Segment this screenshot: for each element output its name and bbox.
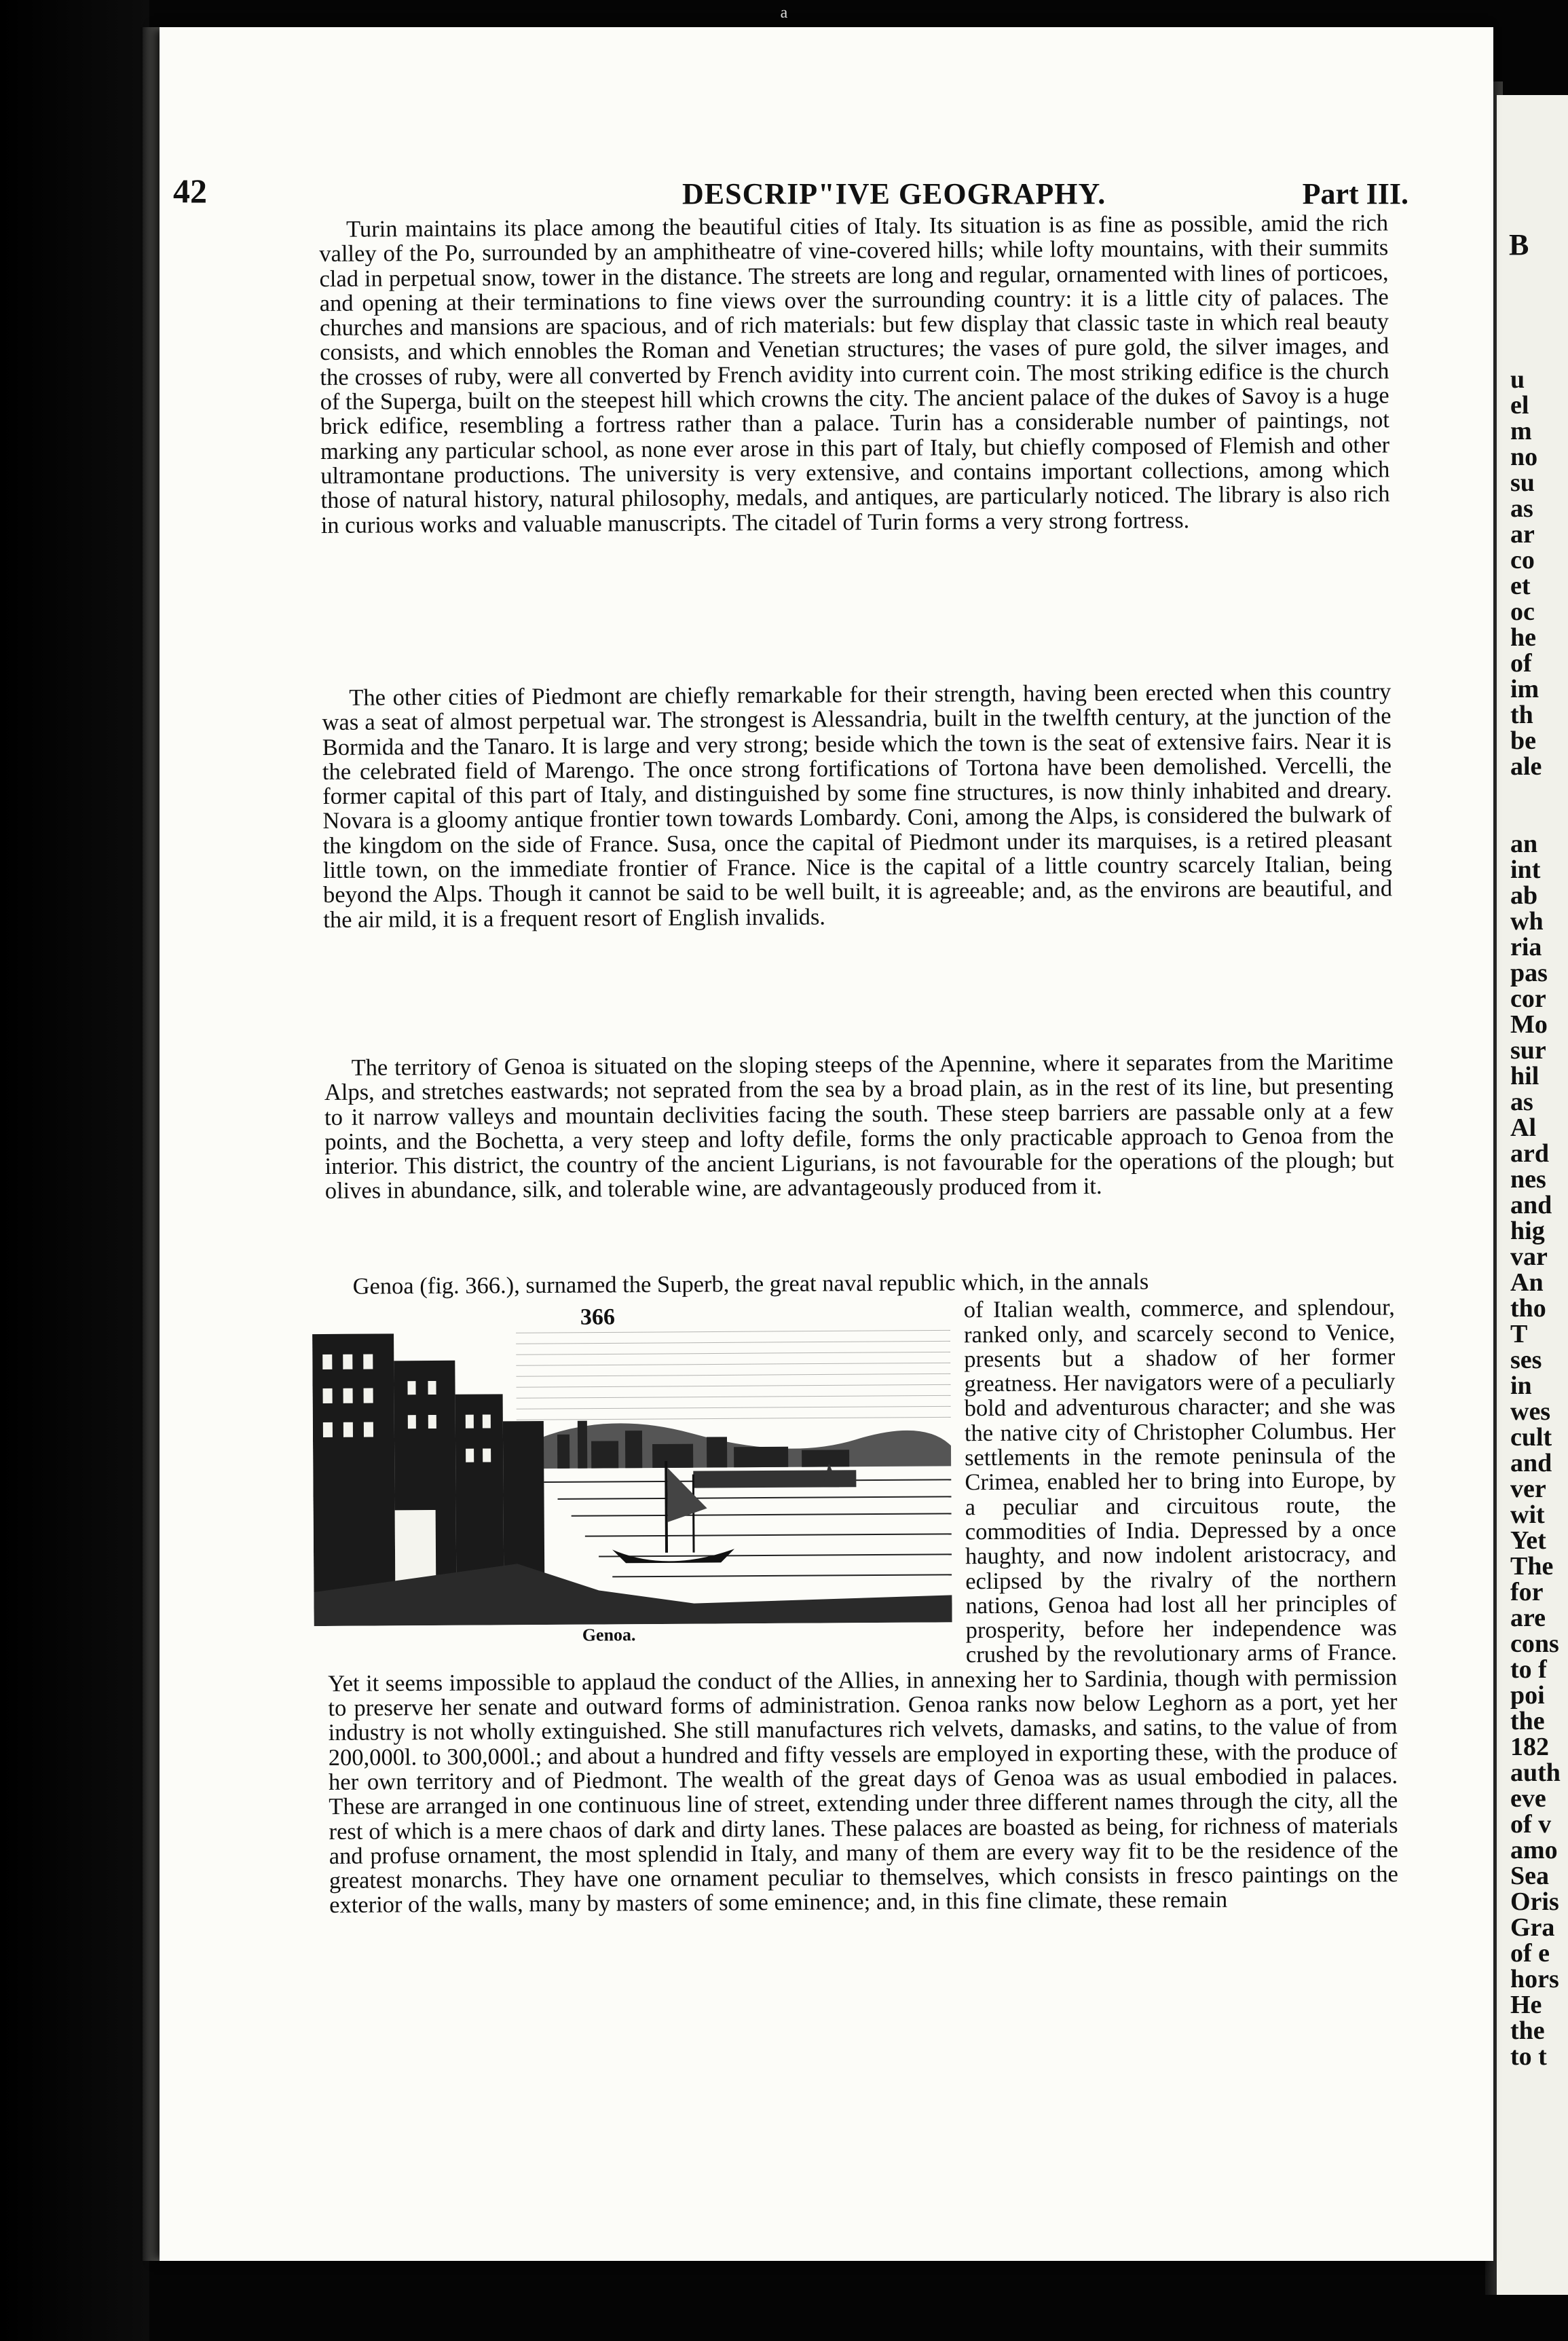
facing-page-fragment-line: wit bbox=[1510, 1500, 1545, 1529]
facing-page-fragment-line: ard bbox=[1510, 1139, 1549, 1168]
running-title: DESCRIP"IVE GEOGRAPHY. bbox=[682, 177, 1106, 210]
facing-page-fragment-line: as bbox=[1510, 494, 1533, 523]
facing-page-fragment-line: amo bbox=[1510, 1836, 1558, 1864]
facing-page-fragment-line: to f bbox=[1510, 1655, 1547, 1684]
facing-page-fragment-line: ses bbox=[1510, 1346, 1542, 1374]
genoa-lead-line: Genoa (fig. 366.), surnamed the Superb, the great naval republic which, in the annals bbox=[352, 1268, 1149, 1299]
facing-page-fragment-line: co bbox=[1510, 546, 1535, 574]
facing-page-fragment-line bbox=[1510, 805, 1568, 831]
facing-page-fragment-line: et bbox=[1510, 572, 1531, 600]
body-text bbox=[319, 210, 1398, 1917]
facing-page-fragment-line: m bbox=[1510, 417, 1532, 445]
scan-top-mark: a bbox=[780, 4, 788, 22]
facing-page-fragment-line: auth bbox=[1510, 1758, 1561, 1787]
facing-page-fragment-line: th bbox=[1510, 701, 1533, 729]
facing-page-fragment-line: eve bbox=[1510, 1784, 1546, 1813]
facing-page-fragment-line: Gra bbox=[1510, 1913, 1555, 1942]
facing-page-fragment-line: wes bbox=[1510, 1397, 1551, 1426]
facing-page-fragment-line: T bbox=[1510, 1320, 1528, 1348]
facing-page-fragment-line: he bbox=[1510, 623, 1536, 652]
facing-page-fragment-line: Al bbox=[1510, 1113, 1536, 1142]
facing-page-fragment-line: and bbox=[1510, 1449, 1552, 1477]
facing-page-fragment-line: var bbox=[1510, 1242, 1548, 1271]
facing-page-fragment-line: cult bbox=[1510, 1423, 1552, 1452]
facing-page-fragment-line: Yet bbox=[1510, 1526, 1546, 1555]
genoa-engraving bbox=[312, 1304, 952, 1627]
facing-page-fragment-line: nes bbox=[1510, 1165, 1546, 1194]
facing-page-fragment-line: for bbox=[1510, 1578, 1544, 1606]
facing-page-fragment-line: to t bbox=[1510, 2042, 1547, 2071]
facing-page-text bbox=[1510, 367, 1568, 2069]
facing-page-fragment-line: ale bbox=[1510, 752, 1542, 781]
paragraph-turin: Turin maintains its place among the beautiful cities of Italy. Its situation is as fine as possible, amid the rich valley of the Po, surrounded by an amphitheatre of vine-covered hills; while lofty mountains, with their summits clad in perpetual snow, tower in the distance. The streets are long and regular, ornamented with lines of porticoes, and opening at their terminations to fine views over the surrounding country: it is a little city of palaces. The churches and mansions are spacious, and of rich materials: but few display that classic taste in which real beauty consists, and which ennobles the Roman and Venetian structures; the vases of pure gold, the silver images, and the crosses of ruby, were all converted by French avidity into current coin. The most striking edifice is the church of the Superga, built on the steepest hill which crowns the city. The ancient palace of the dukes of Savoy is a huge brick edifice, resembling a fortress rather than a palace. Turin has a considerable number of paintings, not marking any particular school, as none ever arose in this part of Italy, but chiefly composed of Flemish and other ultramontane productions. The university is very extensive, and contains important collections, among which those of natural history, natural philosophy, medals, and antiques, are particularly noticed. The library is also rich in curious works and valuable manuscripts. The citadel of Turin forms a very strong fortress. bbox=[319, 210, 1390, 538]
facing-page-fragment-line: Mo bbox=[1510, 1010, 1548, 1039]
facing-page-fragment-line: ar bbox=[1510, 520, 1535, 549]
facing-page-fragment-line: cons bbox=[1510, 1629, 1559, 1658]
facing-page-fragment-line: of v bbox=[1510, 1810, 1552, 1839]
facing-page-fragment-line: be bbox=[1510, 726, 1536, 755]
facing-page-fragment-line: He bbox=[1510, 1991, 1542, 2019]
facing-page-fragment-line: hig bbox=[1510, 1217, 1545, 1245]
facing-page-fragment-line: The bbox=[1510, 1552, 1554, 1581]
binding-shadow bbox=[0, 0, 149, 2341]
facing-page-fragment-line: hil bbox=[1510, 1062, 1539, 1090]
facing-page-header-letter: B bbox=[1509, 228, 1529, 261]
facing-page-fragment-line: wh bbox=[1510, 907, 1544, 936]
facing-page-fragment-line: int bbox=[1510, 855, 1541, 884]
facing-page-fragment-line: ver bbox=[1510, 1475, 1546, 1503]
genoa-section bbox=[326, 1295, 1399, 1918]
facing-page-fragment-line: are bbox=[1510, 1604, 1546, 1632]
facing-page-fragment-line: the bbox=[1510, 1707, 1545, 1735]
genoa-paragraph-text: of Italian wealth, commerce, and splendour, ranked only, and scarcely second to Venice, presents but a shadow of her former greatness. Her navigators were of a peculiarly bold and adventurous character; and she was the native city of Christopher Columbus. Her settlements in the remote peninsula of the Crimea, enabled her to bring into Europe, by a peculiar and circuitous route, the commodities of India. Depressed by a once haughty, and now indolent aristocracy, and eclipsed by the rivalry of the northern nations, Genoa had lost all her principles of prosperity, before her independence was crushed by the revolutionary arms of France. Yet it seems impossible to applaud the conduct of the Allies, in annexing her to Sardinia, though with permission to preserve her senate and outward forms of administration. Genoa ranks now below Leghorn as a port, yet her industry is not wholly extinguished. She still manufactures rich velvets, damasks, and satins, to the value of from 200,000l. to 300,000l.; and about a hundred and fifty vessels are employed in exporting these, with the produce of her own territory and of Piedmont. The wealth of the great days of Genoa was as usual embodied in palaces. These are arranged in one continuous line of street, extending under three different names through the city, all the rest of which is a mere chaos of dark and dirty lanes. These palaces are boasted as being, for richness of materials and profuse ornament, the most splendid in Italy, and many of them are every way fit to be the residence of the greatest monarchs. They have one ornament peculiar to themselves, which consists in fresco paintings on the exterior of the walls, many by masters of some eminence; and, in this fine climate, these remain bbox=[328, 1294, 1399, 1919]
part-label: Part III. bbox=[1302, 177, 1408, 210]
facing-page-fragment-line: Sea bbox=[1510, 1862, 1549, 1890]
facing-page-fragment-line: of e bbox=[1510, 1939, 1550, 1968]
facing-page-fragment-line: no bbox=[1510, 443, 1538, 471]
facing-page-fragment-line: An bbox=[1510, 1268, 1544, 1297]
facing-page-fragment-line bbox=[1510, 779, 1568, 805]
facing-page-fragment-line: u bbox=[1510, 365, 1525, 394]
facing-page-fragment bbox=[1497, 95, 1568, 2295]
facing-page-fragment-line: an bbox=[1510, 830, 1538, 858]
facing-page-fragment-line: and bbox=[1510, 1191, 1552, 1219]
figure-caption: Genoa. bbox=[582, 1625, 636, 1645]
facing-page-fragment-line: im bbox=[1510, 675, 1539, 703]
facing-page-fragment-line: oc bbox=[1510, 597, 1535, 626]
facing-page-fragment-line: pas bbox=[1510, 959, 1548, 987]
figure-366 bbox=[312, 1304, 952, 1661]
paragraph-genoa-territory: The territory of Genoa is situated on the sloping steeps of the Apennine, where it separates from the Maritime Alps, and stretches eastwards; not seprated from the sea by a broad plain, as in the rest of its line, but presenting to it narrow valleys and mountain declivities facing the south. These steep barriers are passable only at a few points, and the Bochetta, a very steep and lofty defile, forms the only practicable approach to Genoa from the interior. This district, the country of the ancient Ligurians, is not favourable for the operations of the plough; but olives in abundance, silk, and tolerable wine, are advantageously produced from it. bbox=[324, 1048, 1394, 1204]
facing-page-fragment-line: ab bbox=[1510, 881, 1538, 910]
figure-number: 366 bbox=[580, 1304, 616, 1330]
facing-page-fragment-line: el bbox=[1510, 391, 1529, 420]
facing-page-fragment-line: ria bbox=[1510, 933, 1542, 961]
facing-page-fragment-line: tho bbox=[1510, 1294, 1546, 1323]
facing-page-fragment-line: cor bbox=[1510, 984, 1546, 1013]
facing-page-fragment-line: 182 bbox=[1510, 1733, 1549, 1761]
facing-page-fragment-line: as bbox=[1510, 1088, 1533, 1116]
facing-page-fragment-line: hors bbox=[1510, 1965, 1559, 1993]
facing-page-fragment-line: sur bbox=[1510, 1036, 1546, 1065]
page-number: 42 bbox=[173, 172, 207, 210]
facing-page-fragment-line: poi bbox=[1510, 1681, 1545, 1710]
facing-page-fragment-line: Oris bbox=[1510, 1887, 1559, 1916]
facing-page-fragment-line: su bbox=[1510, 468, 1535, 497]
facing-page-fragment-line: in bbox=[1510, 1371, 1532, 1400]
facing-page-fragment-line: of bbox=[1510, 649, 1532, 678]
paragraph-piedmont: The other cities of Piedmont are chiefly remarkable for their strength, having been erected when this country was a seat of almost perpetual war. The strongest is Alessandria, built in the twelfth century, at the junction of the Bormida and the Tanaro. It is large and very strong; beside which the town is the seat of extensive fairs. Near it is the celebrated field of Marengo. The once strong fortifications of Tortona have been demolished. Vercelli, the former capital of this part of Italy, and distinguished by some fine structures, is now thinly inhabited and dreary. Novara is a gloomy antique frontier town towards Lombardy. Coni, among the Alps, is considered the bulwark of the kingdom on the side of France. Susa, once the capital of Piedmont under its marquises, is a retired pleasant little town, on the immediate frontier of France. Nice is the capital of a little country scarcely Italian, being beyond the Alps. Though it cannot be said to be well built, it is agreeable; and, as the environs are beautiful, and the air mild, it is a frequent resort of English invalids. bbox=[322, 678, 1393, 933]
facing-page-fragment-line: the bbox=[1510, 2016, 1545, 2045]
page-header bbox=[173, 171, 1408, 212]
